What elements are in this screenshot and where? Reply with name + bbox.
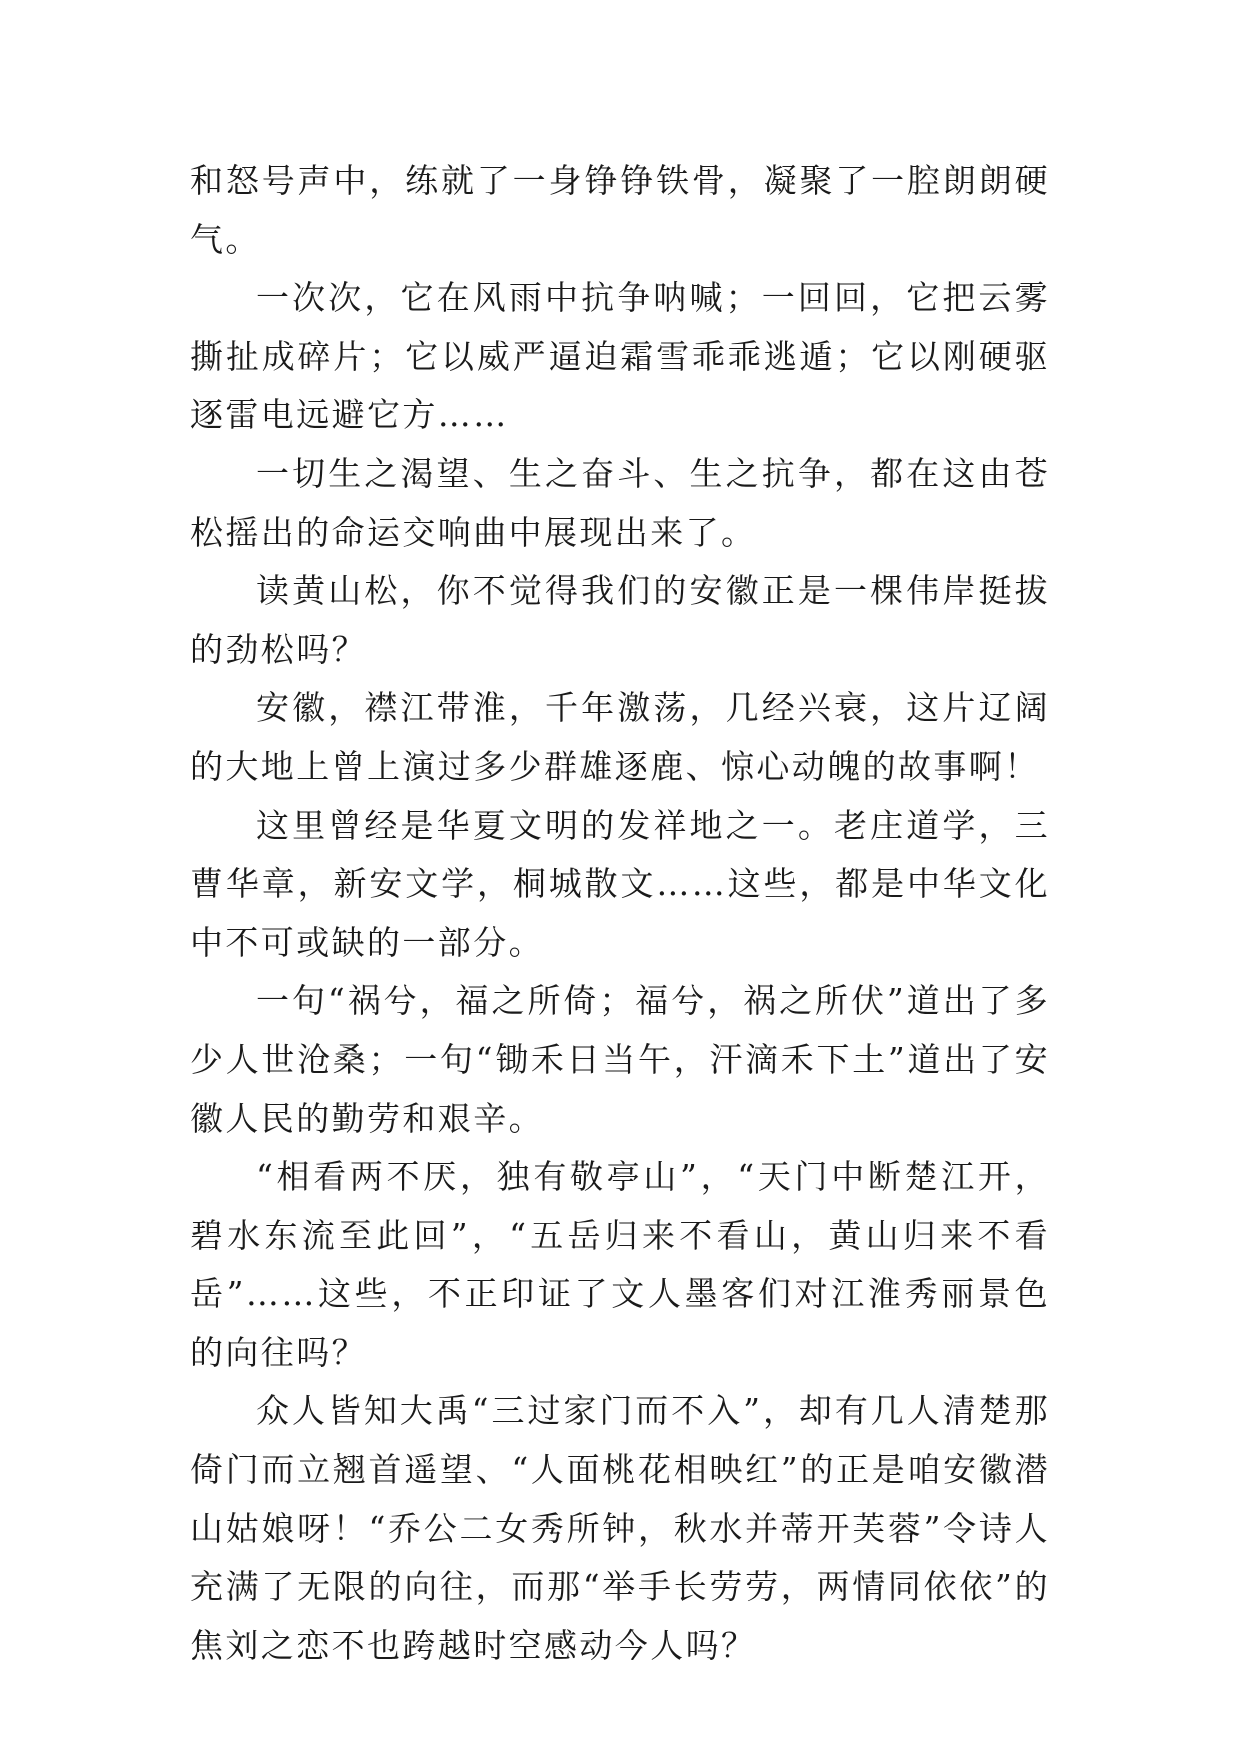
paragraph: 一次次，它在风雨中抗争呐喊；一回回，它把云雾撕扯成碎片；它以威严逼迫霜雪乖乖逃遁；它以刚硬驱逐雷电远避它方…… bbox=[190, 278, 1050, 435]
paragraph-continued: 和怒号声中，练就了一身铮铮铁骨，凝聚了一腔朗朗硬气。 bbox=[190, 161, 1050, 259]
paragraph: 读黄山松，你不觉得我们的安徽正是一棵伟岸挺拔的劲松吗？ bbox=[190, 571, 1050, 669]
paragraph: 安徽，襟江带淮，千年激荡，几经兴衰，这片辽阔的大地上曾上演过多少群雄逐鹿、惊心动魄的故事啊！ bbox=[190, 688, 1050, 786]
paragraph: 一切生之渴望、生之奋斗、生之抗争，都在这由苍松摇出的命运交响曲中展现出来了。 bbox=[190, 453, 1050, 552]
paragraph: 众人皆知大禹“三过家门而不入”，却有几人清楚那倚门而立翘首遥望、“人面桃花相映红”的正是咱安徽潜山姑娘呀！“乔公二女秀所钟，秋水并蒂开芙蓉”令诗人充满了无限的向往，而那“举手长劳劳，两情同依依”的焦刘之恋不也跨越时空感动今人吗？ bbox=[190, 1391, 1050, 1665]
paragraph: 一句“祸兮，福之所倚；福兮，祸之所伏”道出了多少人世沧桑；一句“锄禾日当午，汗滴禾下土”道出了安徽人民的勤劳和艰辛。 bbox=[190, 981, 1050, 1138]
paragraph: 这里曾经是华夏文明的发祥地之一。老庄道学，三曹华章，新安文学，桐城散文……这些，都是中华文化中不可或缺的一部分。 bbox=[190, 805, 1050, 962]
paragraph: “相看两不厌，独有敬亭山”，“天门中断楚江开，碧水东流至此回”，“五岳归来不看山，黄山归来不看岳”……这些，不正印证了文人墨客们对江淮秀丽景色的向往吗？ bbox=[190, 1157, 1050, 1372]
document-page bbox=[190, 152, 1050, 1675]
